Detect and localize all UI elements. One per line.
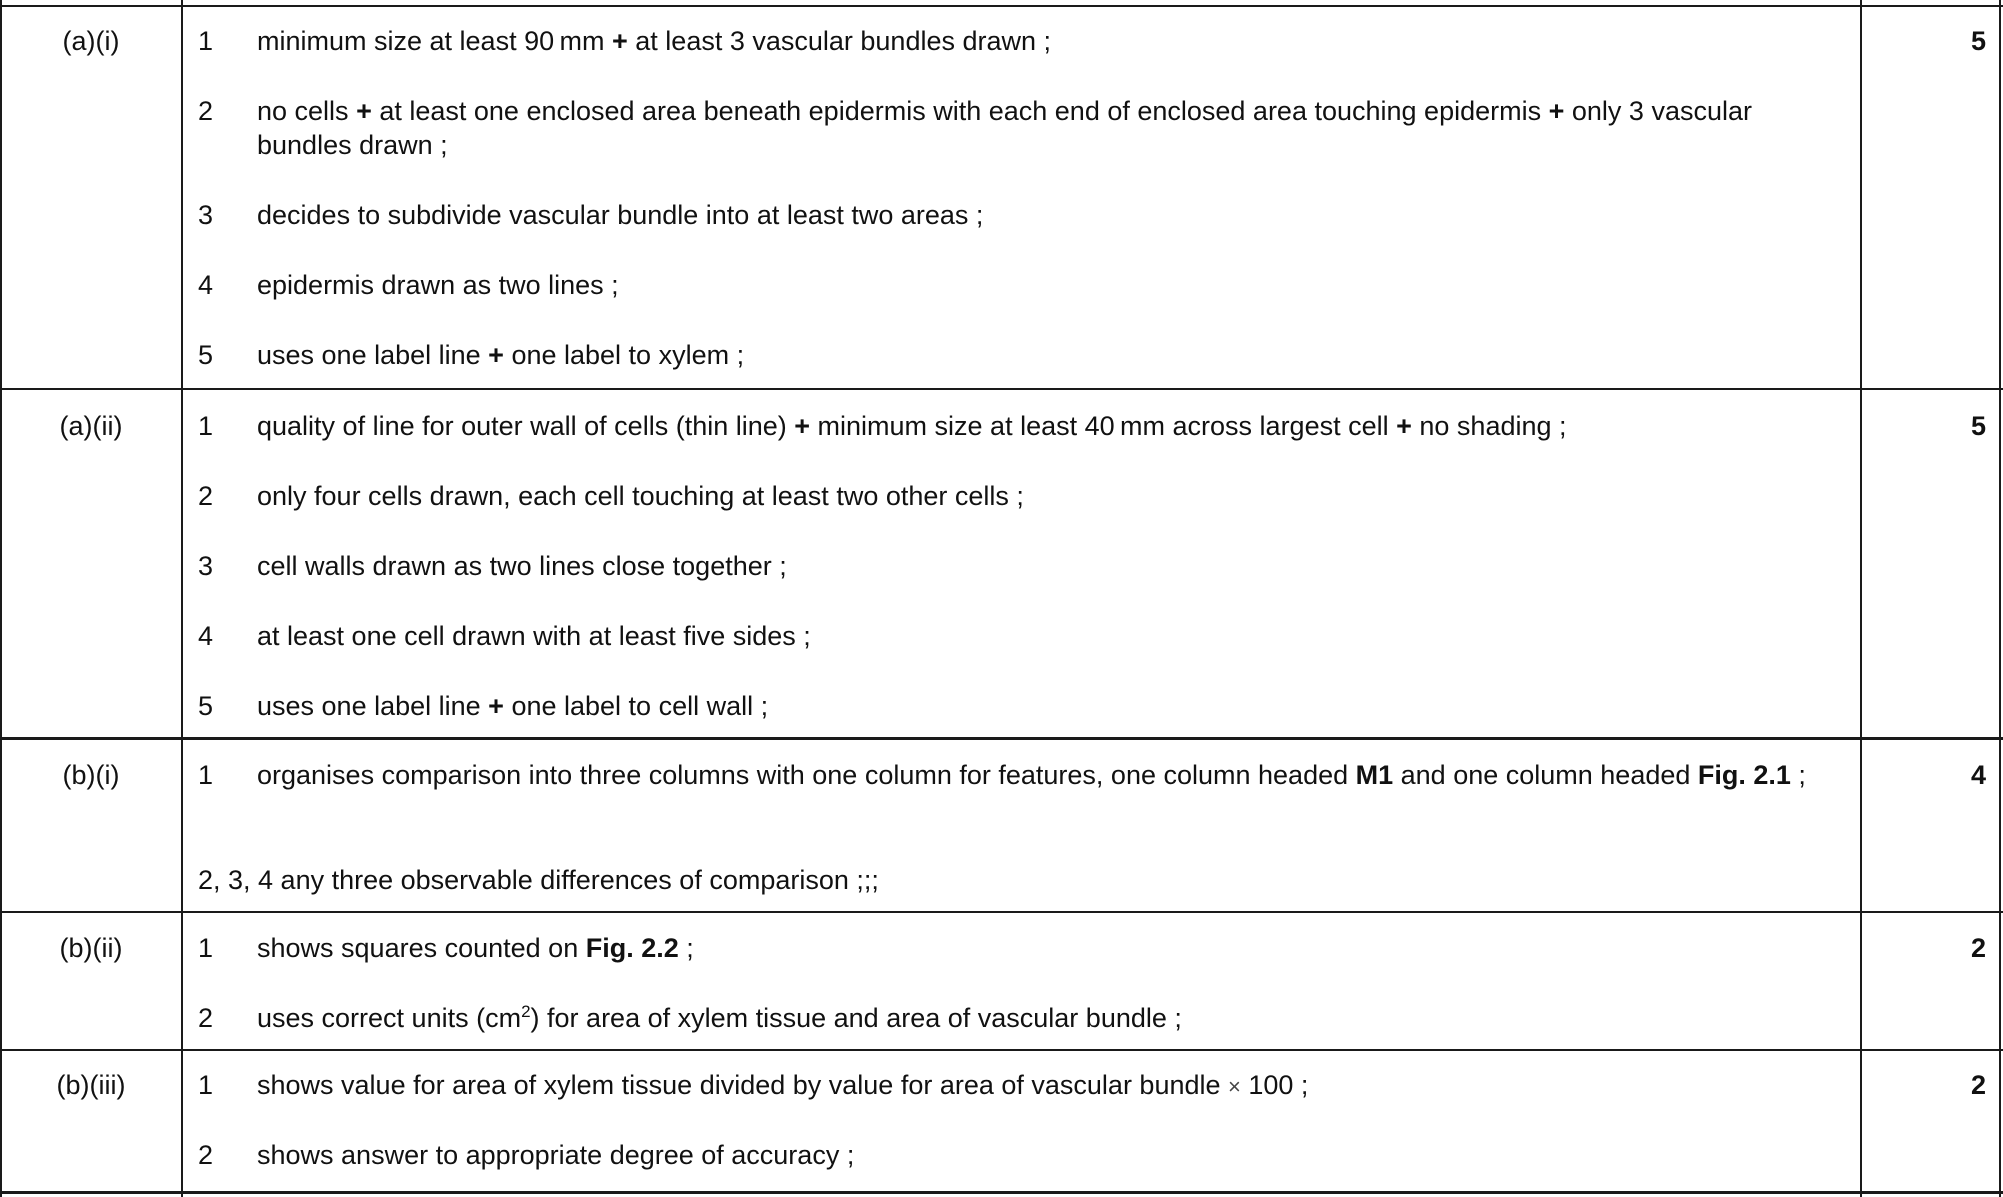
text-run: at least one enclosed area beneath epidermis with each end of enclosed area touching epidermis bbox=[371, 96, 1549, 126]
marks-value: 5 bbox=[1970, 26, 1986, 56]
text-run: no cells bbox=[257, 96, 357, 126]
bold-term: + bbox=[356, 96, 372, 126]
point-number: 4 bbox=[198, 270, 214, 300]
text-run: epidermis drawn as two lines ; bbox=[257, 270, 619, 300]
point-number: 3 bbox=[198, 200, 214, 230]
marks-value: 5 bbox=[1970, 411, 1986, 441]
marking-point-text bbox=[257, 198, 1847, 232]
column-divider bbox=[1999, 0, 2001, 1197]
point-number: 4 bbox=[198, 621, 214, 651]
marking-point-text bbox=[257, 338, 1847, 372]
point-number: 2 bbox=[198, 96, 214, 126]
text-run: minimum size at least 40 mm across largest cell bbox=[810, 411, 1397, 441]
marking-point-text bbox=[257, 931, 1847, 965]
text-run: shows answer to appropriate degree of accuracy ; bbox=[257, 1140, 855, 1170]
marks-value: 4 bbox=[1970, 760, 1986, 790]
bold-term: + bbox=[612, 26, 628, 56]
marking-point-text bbox=[257, 689, 1847, 723]
text-run: uses one label line bbox=[257, 340, 489, 370]
bold-term: + bbox=[488, 691, 504, 721]
text-run: shows value for area of xylem tissue divided by value for area of vascular bundle bbox=[257, 1070, 1229, 1100]
marking-point-text bbox=[257, 94, 1847, 162]
marking-point-text bbox=[257, 1138, 1847, 1172]
bold-term: + bbox=[1548, 96, 1565, 126]
text-run: cell walls drawn as two lines close together ; bbox=[257, 551, 787, 581]
marking-point-text bbox=[257, 1068, 1847, 1104]
point-number: 1 bbox=[198, 26, 214, 56]
text-run: at least one cell drawn with at least five sides ; bbox=[257, 621, 811, 651]
point-number: 2 bbox=[198, 1140, 214, 1170]
text-run: and one column headed bbox=[1393, 760, 1698, 790]
question-label: (b)(iii) bbox=[56, 1070, 126, 1100]
point-number: 3 bbox=[198, 551, 214, 581]
text-run: uses correct units (cm bbox=[257, 1003, 522, 1033]
text-run: ) for area of xylem tissue and area of vascular bundle ; bbox=[530, 1003, 1182, 1033]
column-divider bbox=[0, 0, 2, 1197]
text-run: no shading ; bbox=[1411, 411, 1567, 441]
row-divider bbox=[0, 5, 2003, 7]
text-run: uses one label line bbox=[257, 691, 489, 721]
bold-term: + bbox=[488, 340, 504, 370]
point-number: 2 bbox=[198, 1003, 214, 1033]
point-number: 5 bbox=[198, 340, 214, 370]
marking-point-text bbox=[257, 409, 1847, 443]
column-divider bbox=[1860, 0, 1862, 1197]
text-run: one label to cell wall ; bbox=[503, 691, 769, 721]
text-run: ; bbox=[1790, 760, 1806, 790]
marking-point-text bbox=[198, 863, 1848, 897]
text-run: 100 ; bbox=[1240, 1070, 1309, 1100]
point-number: 1 bbox=[198, 933, 214, 963]
point-number: 5 bbox=[198, 691, 214, 721]
marks-value: 2 bbox=[1970, 933, 1986, 963]
text-run: only 3 vascular bundles drawn ; bbox=[257, 96, 1752, 160]
text-run: one label to xylem ; bbox=[503, 340, 745, 370]
bold-term: + bbox=[1396, 411, 1412, 441]
row-divider bbox=[0, 388, 2003, 390]
bold-term: Fig. 2.2 bbox=[585, 933, 679, 963]
question-label: (a)(i) bbox=[62, 26, 120, 56]
row-divider bbox=[0, 737, 2003, 740]
point-number: 1 bbox=[198, 411, 214, 441]
text-run: shows squares counted on bbox=[257, 933, 586, 963]
point-number: 1 bbox=[198, 1070, 214, 1100]
marking-point-text bbox=[257, 619, 1847, 653]
text-run: minimum size at least 90 mm bbox=[257, 26, 612, 56]
marks-value: 2 bbox=[1970, 1070, 1986, 1100]
question-label: (a)(ii) bbox=[59, 411, 123, 441]
row-divider bbox=[0, 1191, 2003, 1194]
text-run: 2, 3, 4 any three observable differences of comparison ;;; bbox=[198, 865, 879, 895]
superscript: 2 bbox=[521, 1002, 531, 1021]
question-label: (b)(i) bbox=[62, 760, 120, 790]
row-divider bbox=[0, 911, 2003, 913]
marking-point-text bbox=[257, 479, 1847, 513]
point-number: 2 bbox=[198, 481, 214, 511]
point-number: 1 bbox=[198, 760, 214, 790]
text-run: at least 3 vascular bundles drawn ; bbox=[627, 26, 1052, 56]
marking-point-text bbox=[257, 549, 1847, 583]
row-divider bbox=[0, 1049, 2003, 1051]
question-label: (b)(ii) bbox=[59, 933, 123, 963]
bold-term: + bbox=[794, 411, 811, 441]
text-run: organises comparison into three columns with one column for features, one column headed bbox=[257, 760, 1356, 790]
marking-point-text bbox=[257, 24, 1847, 58]
column-divider bbox=[181, 0, 183, 1197]
text-run: only four cells drawn, each cell touching at least two other cells ; bbox=[257, 481, 1024, 511]
bold-term: Fig. 2.1 bbox=[1697, 760, 1791, 790]
text-run: ; bbox=[678, 933, 694, 963]
marking-point-text bbox=[257, 268, 1847, 302]
multiply-sign: × bbox=[1228, 1074, 1241, 1099]
marking-point-text bbox=[257, 1001, 1847, 1035]
text-run: decides to subdivide vascular bundle into at least two areas ; bbox=[257, 200, 984, 230]
marking-point-text bbox=[257, 758, 1847, 792]
text-run: quality of line for outer wall of cells (thin line) bbox=[257, 411, 795, 441]
bold-term: M1 bbox=[1355, 760, 1394, 790]
